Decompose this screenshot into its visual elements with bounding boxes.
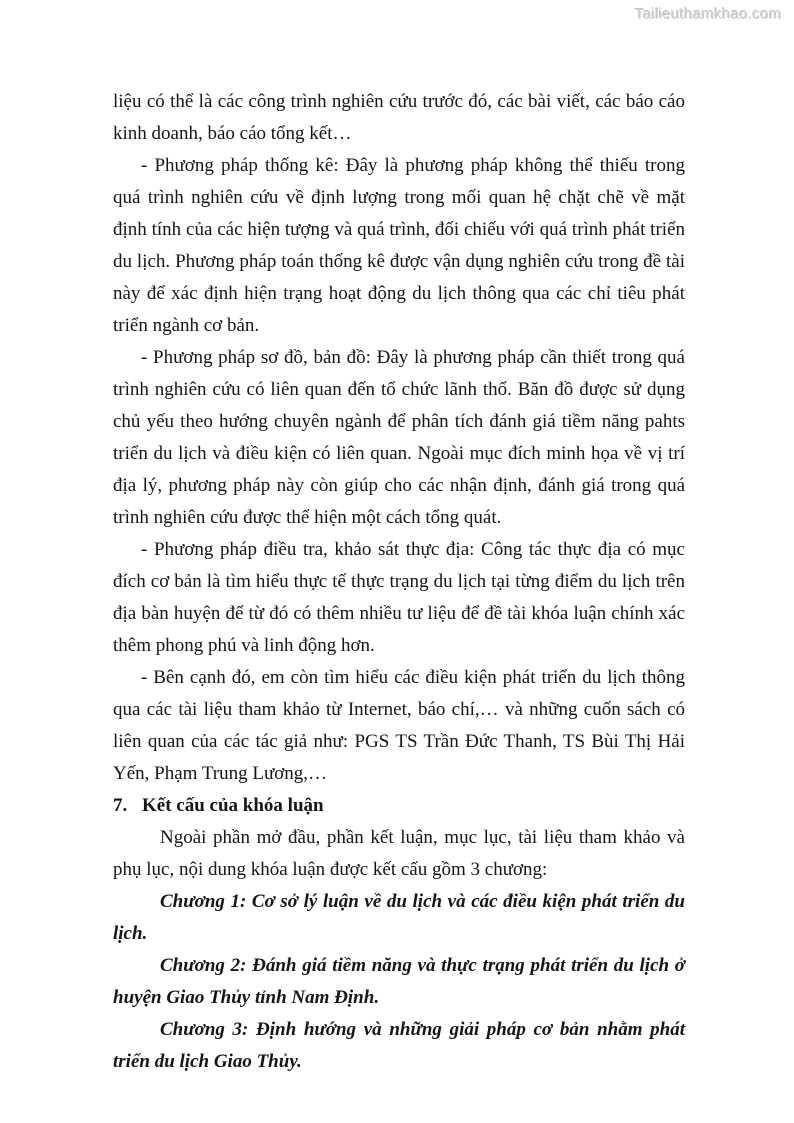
chapter-line-3: Chương 3: Định hướng và những giải pháp cơ bản nhằm phát triển du lịch Giao Thủy. xyxy=(113,1019,685,1072)
chapter-line-2: Chương 2: Đánh giá tiềm năng và thực trạng phát triển du lịch ở huyện Giao Thủy tỉnh Nam Định. xyxy=(113,955,685,1008)
paragraph-method-statistics: - Phương pháp thống kê: Đây là phương pháp không thể thiếu trong quá trình nghiên cứu về định lượng trong mối quan hệ chặt chẽ về mặt định tính của các hiện tượng và quá trình, đối chiếu với quá trình phát triển du lịch. Phương pháp toán thống kê được vận dụng nghiên cứu trong đề tài này để xác định hiện trạng hoạt động du lịch thông qua các chỉ tiêu phát triển ngành cơ bản. xyxy=(113,155,685,336)
section-heading-7 xyxy=(113,790,685,822)
chapter-line-1: Chương 1: Cơ sở lý luận về du lịch và các điều kiện phát triển du lịch. xyxy=(113,891,685,944)
paragraph-continuation: liệu có thể là các công trình nghiên cứu trước đó, các bài viết, các báo cáo kinh doanh, báo cáo tổng kết… xyxy=(113,91,685,144)
paragraph-structure-intro: Ngoài phần mở đầu, phần kết luận, mục lục, tài liệu tham khảo và phụ lục, nội dung khóa luận được kết cấu gồm 3 chương: xyxy=(113,827,685,880)
paragraph-method-field-survey: - Phương pháp điều tra, khảo sát thực địa: Công tác thực địa có mục đích cơ bản là tìm hiểu thực tế thực trạng du lịch tại từng điểm du lịch trên địa bàn huyện để từ đó có thêm nhiều tư liệu để đề tài khóa luận chính xác thêm phong phú và linh động hơn. xyxy=(113,539,685,656)
document-body xyxy=(113,86,685,1078)
paragraph-method-references: - Bên cạnh đó, em còn tìm hiểu các điều kiện phát triển du lịch thông qua các tài liệu tham khảo từ Internet, báo chí,… và những cuốn sách có liên quan của các tác giả như: PGS TS Trần Đức Thanh, TS Bùi Thị Hải Yến, Phạm Trung Lương,… xyxy=(113,667,685,784)
section-heading-title: Kết cấu của khóa luận xyxy=(142,795,324,816)
section-heading-number: 7. xyxy=(113,795,128,816)
paragraph-method-maps: - Phương pháp sơ đồ, bản đồ: Đây là phương pháp cần thiết trong quá trình nghiên cứu có liên quan đến tổ chức lãnh thổ. Băn đồ được sử dụng chủ yếu theo hướng chuyên ngành để phân tích đánh giá tiềm năng pahts triển du lịch và điều kiện có liên quan. Ngoài mục đích minh họa về vị trí địa lý, phương pháp này còn giúp cho các nhận định, đánh giá trong quá trình nghiên cứu được thể hiện một cách tổng quát. xyxy=(113,347,685,528)
watermark-text: Tailieuthamkhao.com xyxy=(635,6,782,23)
